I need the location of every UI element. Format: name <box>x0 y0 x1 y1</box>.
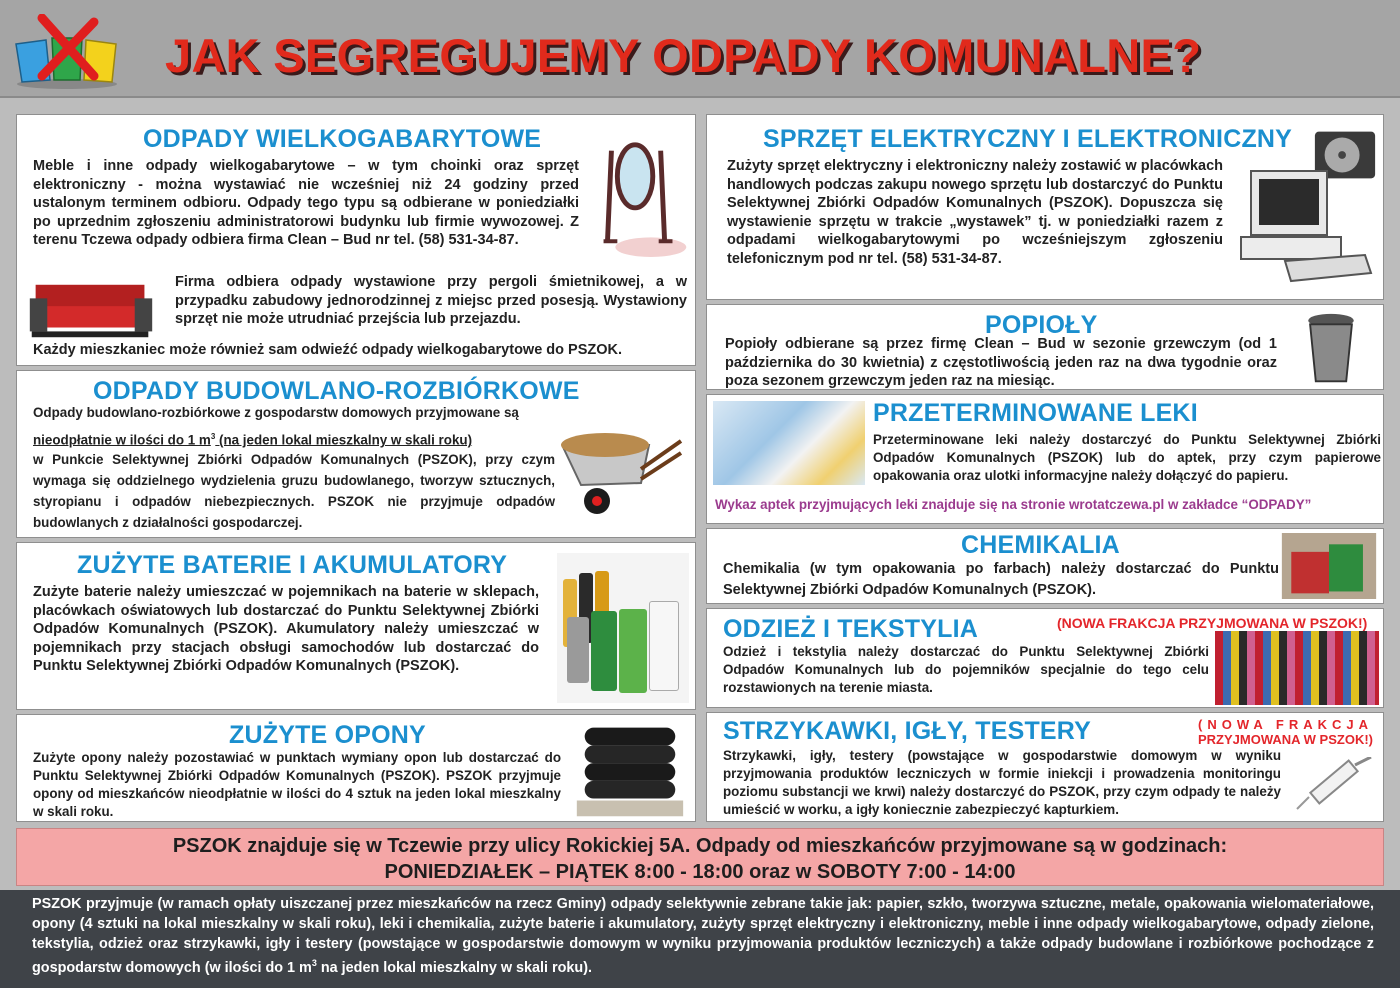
section-electronics <box>706 114 1384 300</box>
battery-energizer-icon <box>591 611 617 691</box>
section-text-2: Firma odbiera odpady wystawione przy pergoli śmietnikowej, a w przypadku zabudowy jednorodzinnej z miejsc przed posesją. Wystawiony sprzęt nie może utrudniać przejścia lub przejazdu. <box>175 274 687 328</box>
wheelbarrow-icon <box>557 429 687 519</box>
tyres-stack-icon <box>565 719 693 819</box>
section-text: Strzykawki, igły, testery (powstające w gospodarstwie domowym w wyniku przyjmowania produktów leczniczych w formie iniekcji i prowadzenia monitoringu poziomu substancji we krwi) należy dostarczyć do PSZOK, przy czym odpady te należy umieścić w worku, a igły koniecznie zabezpieczyć kapturkiem. <box>723 748 1281 817</box>
battery-icon <box>567 617 589 683</box>
section-clothing <box>706 608 1384 708</box>
desktop-computer-icon <box>1235 169 1375 289</box>
footer-text-tail: na jeden lokal mieszkalny w skali roku). <box>316 960 593 977</box>
clothes-rack-image <box>1215 631 1379 705</box>
footer <box>0 890 1400 988</box>
section-text: Popioły odbierane są przez firmę Clean – Bud w sezonie grzewczym (od 1 października do 30 kwietnia) z częstotliwością jeden raz na dwa tygodnie oraz poza sezonem grzewczym jeden raz na miesiąc. <box>725 336 1277 390</box>
badge-line-1: (NOWA FRAKCJA <box>1197 717 1373 732</box>
superscript: 3 <box>311 958 317 969</box>
badge-line-2: PRZYJMOWANA W PSZOK!) <box>1197 732 1373 747</box>
section-medicines <box>706 394 1384 524</box>
section-footnote: Każdy mieszkaniec może również sam odwieźć odpady wielkogabarytowe do PSZOK. <box>33 342 623 358</box>
paint-cans-icon <box>1279 533 1379 599</box>
syringe-icon <box>1289 757 1379 817</box>
superscript: 3 <box>210 432 216 441</box>
battery-varta-icon <box>619 609 647 693</box>
pharmacy-list-note: Wykaz aptek przyjmujących leki znajduje się na stronie wrotatczewa.pl w zakładce “ODPADY” <box>715 497 1312 512</box>
section-text: Meble i inne odpady wielkogabarytowe – w tym choinki oraz sprzęt elektroniczny - można wystawiać nie wcześniej niż 24 godziny przed ustalonym terminem odbioru. Odpady tego typu są odbierane w poniedziałki po uprzednim zgłoszeniu administratorowi budynku lub firmie wywozowej. Z terenu Tczewa odpady odbiera firma Clean – Bud nr tel. (58) 531-34-87. <box>33 158 579 249</box>
waste-bins-logo-icon <box>12 14 122 90</box>
section-text: Chemikalia (w tym opakowania po farbach) należy dostarczać do Punktu Selektywnej Zbiórki Odpadów Komunalnych (PSZOK). <box>723 561 1279 598</box>
section-heading: ODZIEŻ I TEKSTYLIA <box>723 615 978 643</box>
section-tyres <box>16 714 696 822</box>
section-text-line-3: w Punkcie Selektywnej Zbiórki Odpadów Komunalnych (PSZOK), przy czym wymaga się oddzielnego wydzielenia gruzu budowlanego, tworzyw sztucznych, styropianu i odpadów niebezpiecznych. PSZOK nie przyjmuje odpadów budowlanych z działalności gospodarczej. <box>33 452 555 530</box>
pszok-info-banner <box>16 828 1384 886</box>
section-text: Zużyte baterie należy umieszczać w pojemnikach na baterie w sklepach, placówkach oświatowych lub dostarczać do Punktu Selektywnej Zbiórki Odpadów Komunalnych (PSZOK). Akumulatory należy umieszczać w pojemnikach przy stacjach obsługi samochodów lub dostarczać do Punktu Selektywnej Zbiórki Odpadów Komunalnych (PSZOK). <box>33 584 539 675</box>
battery-eneloop-icon <box>649 601 679 691</box>
footer-text <box>32 895 1374 979</box>
section-chemicals <box>706 528 1384 604</box>
section-text: Odzież i tekstylia należy dostarczać do Punktu Selektywnej Zbiórki Odpadów Komunalnych lub do pojemników specjalnie do tego celu rozstawionych na terenie miasta. <box>723 644 1209 695</box>
new-fraction-badge: (NOWA FRAKCJA PRZYJMOWANA W PSZOK!) <box>1057 615 1368 631</box>
section-batteries <box>16 542 696 710</box>
section-heading: ZUŻYTE BATERIE I AKUMULATORY <box>77 551 508 579</box>
standing-mirror-icon <box>589 131 689 259</box>
section-heading: PRZETERMINOWANE LEKI <box>873 399 1198 427</box>
section-construction-waste <box>16 370 696 538</box>
section-heading: CHEMIKALIA <box>961 531 1120 559</box>
page-title: JAK SEGREGUJEMY ODPADY KOMUNALNE? <box>165 29 1202 82</box>
pills-image <box>713 401 865 485</box>
section-heading: SPRZĘT ELEKTRYCZNY I ELEKTRONICZNY <box>763 125 1293 153</box>
section-text: Przeterminowane leki należy dostarczyć do Punktu Selektywnej Zbiórki Odpadów Komunalnych (PSZOK) lub do aptek, przy czym papierowe opakowania oraz ulotki informacyjne należy dołączyć do papieru. <box>873 432 1381 483</box>
section-heading: STRZYKAWKI, IGŁY, TESTERY <box>723 717 1091 745</box>
section-text-line-2 <box>33 427 553 449</box>
section-syringes <box>706 712 1384 822</box>
footer-text-main: PSZOK przyjmuje (w ramach opłaty uiszczanej przez mieszkańców na rzecz Gminy) odpady selektywnie zebrane takie jak: papier, szkło, tworzywa sztuczne, metale, opakowania wielomateriałowe, opony (4 sztuki na lokal mieszkalny w skali roku), leki i chemikalia, zużyte baterie i akumulatory, zużyty sprzęt elektryczny i elektroniczny, meble i inne odpady wielkogabarytowe, odpady zielone, tekstylia, odzież oraz strzykawki, igły i testery (powstające w gospodarstwie domowym w wyniku przyjmowania produktów leczniczych) a także odpady budowlane i rozbiórkowe pochodzące z gospodarstw domowych (w ilości do 1 m <box>32 896 1374 977</box>
section-text-line-1: Odpady budowlano-rozbiórkowe z gospodarstw domowych przyjmowane są <box>33 405 519 420</box>
section-heading: ZUŻYTE OPONY <box>229 721 426 749</box>
section-text: Zużyty sprzęt elektryczny i elektroniczny należy zostawić w placówkach handlowych podczas zakupu nowego sprzętu lub dostarczyć do Punktu Selektywnej Zbiórki Odpadów Komunalnych (PSZOK). Dopuszcza się wystawienie sprzętu w trakcie „wystawek” tj. w poniedziałki razem z odpadami wielkogabarytowymi po wcześniejszym zgłoszeniu telefonicznym pod nr tel. (58) 531-34-87. <box>727 158 1223 267</box>
section-bulky-waste <box>16 114 696 366</box>
pszok-address: PSZOK znajduje się w Tczewie przy ulicy Rokickiej 5A. Odpady od mieszkańców przyjmowane są w godzinach: <box>172 835 1228 857</box>
section-heading: ODPADY WIELKOGABARYTOWE <box>143 125 542 153</box>
section-heading: POPIOŁY <box>985 311 1098 339</box>
section-ashes <box>706 304 1384 390</box>
sofa-icon <box>27 277 155 345</box>
batteries-image <box>557 553 689 703</box>
section-text: Zużyte opony należy pozostawiać w punktach wymiany opon lub dostarczać do Punktu Selektywnej Zbiórki Odpadów Komunalnych (PSZOK). PSZOK przyjmuje opony od mieszkańców nieodpłatnie w ilości do 4 sztuk na jeden lokal mieszkalny w skali roku. <box>33 750 561 819</box>
section-heading: ODPADY BUDOWLANO-ROZBIÓRKOWE <box>93 377 580 405</box>
trash-can-icon <box>1301 311 1361 387</box>
pszok-hours: PONIEDZIAŁEK – PIĄTEK 8:00 - 18:00 oraz w SOBOTY 7:00 - 14:00 <box>384 861 1016 883</box>
underlined-amount-tail: (na jeden lokal mieszkalny w skali roku) <box>215 432 473 448</box>
underlined-amount: nieodpłatnie w ilości do 1 m <box>33 432 211 448</box>
header-bar <box>0 0 1400 98</box>
new-fraction-badge <box>1177 717 1373 747</box>
